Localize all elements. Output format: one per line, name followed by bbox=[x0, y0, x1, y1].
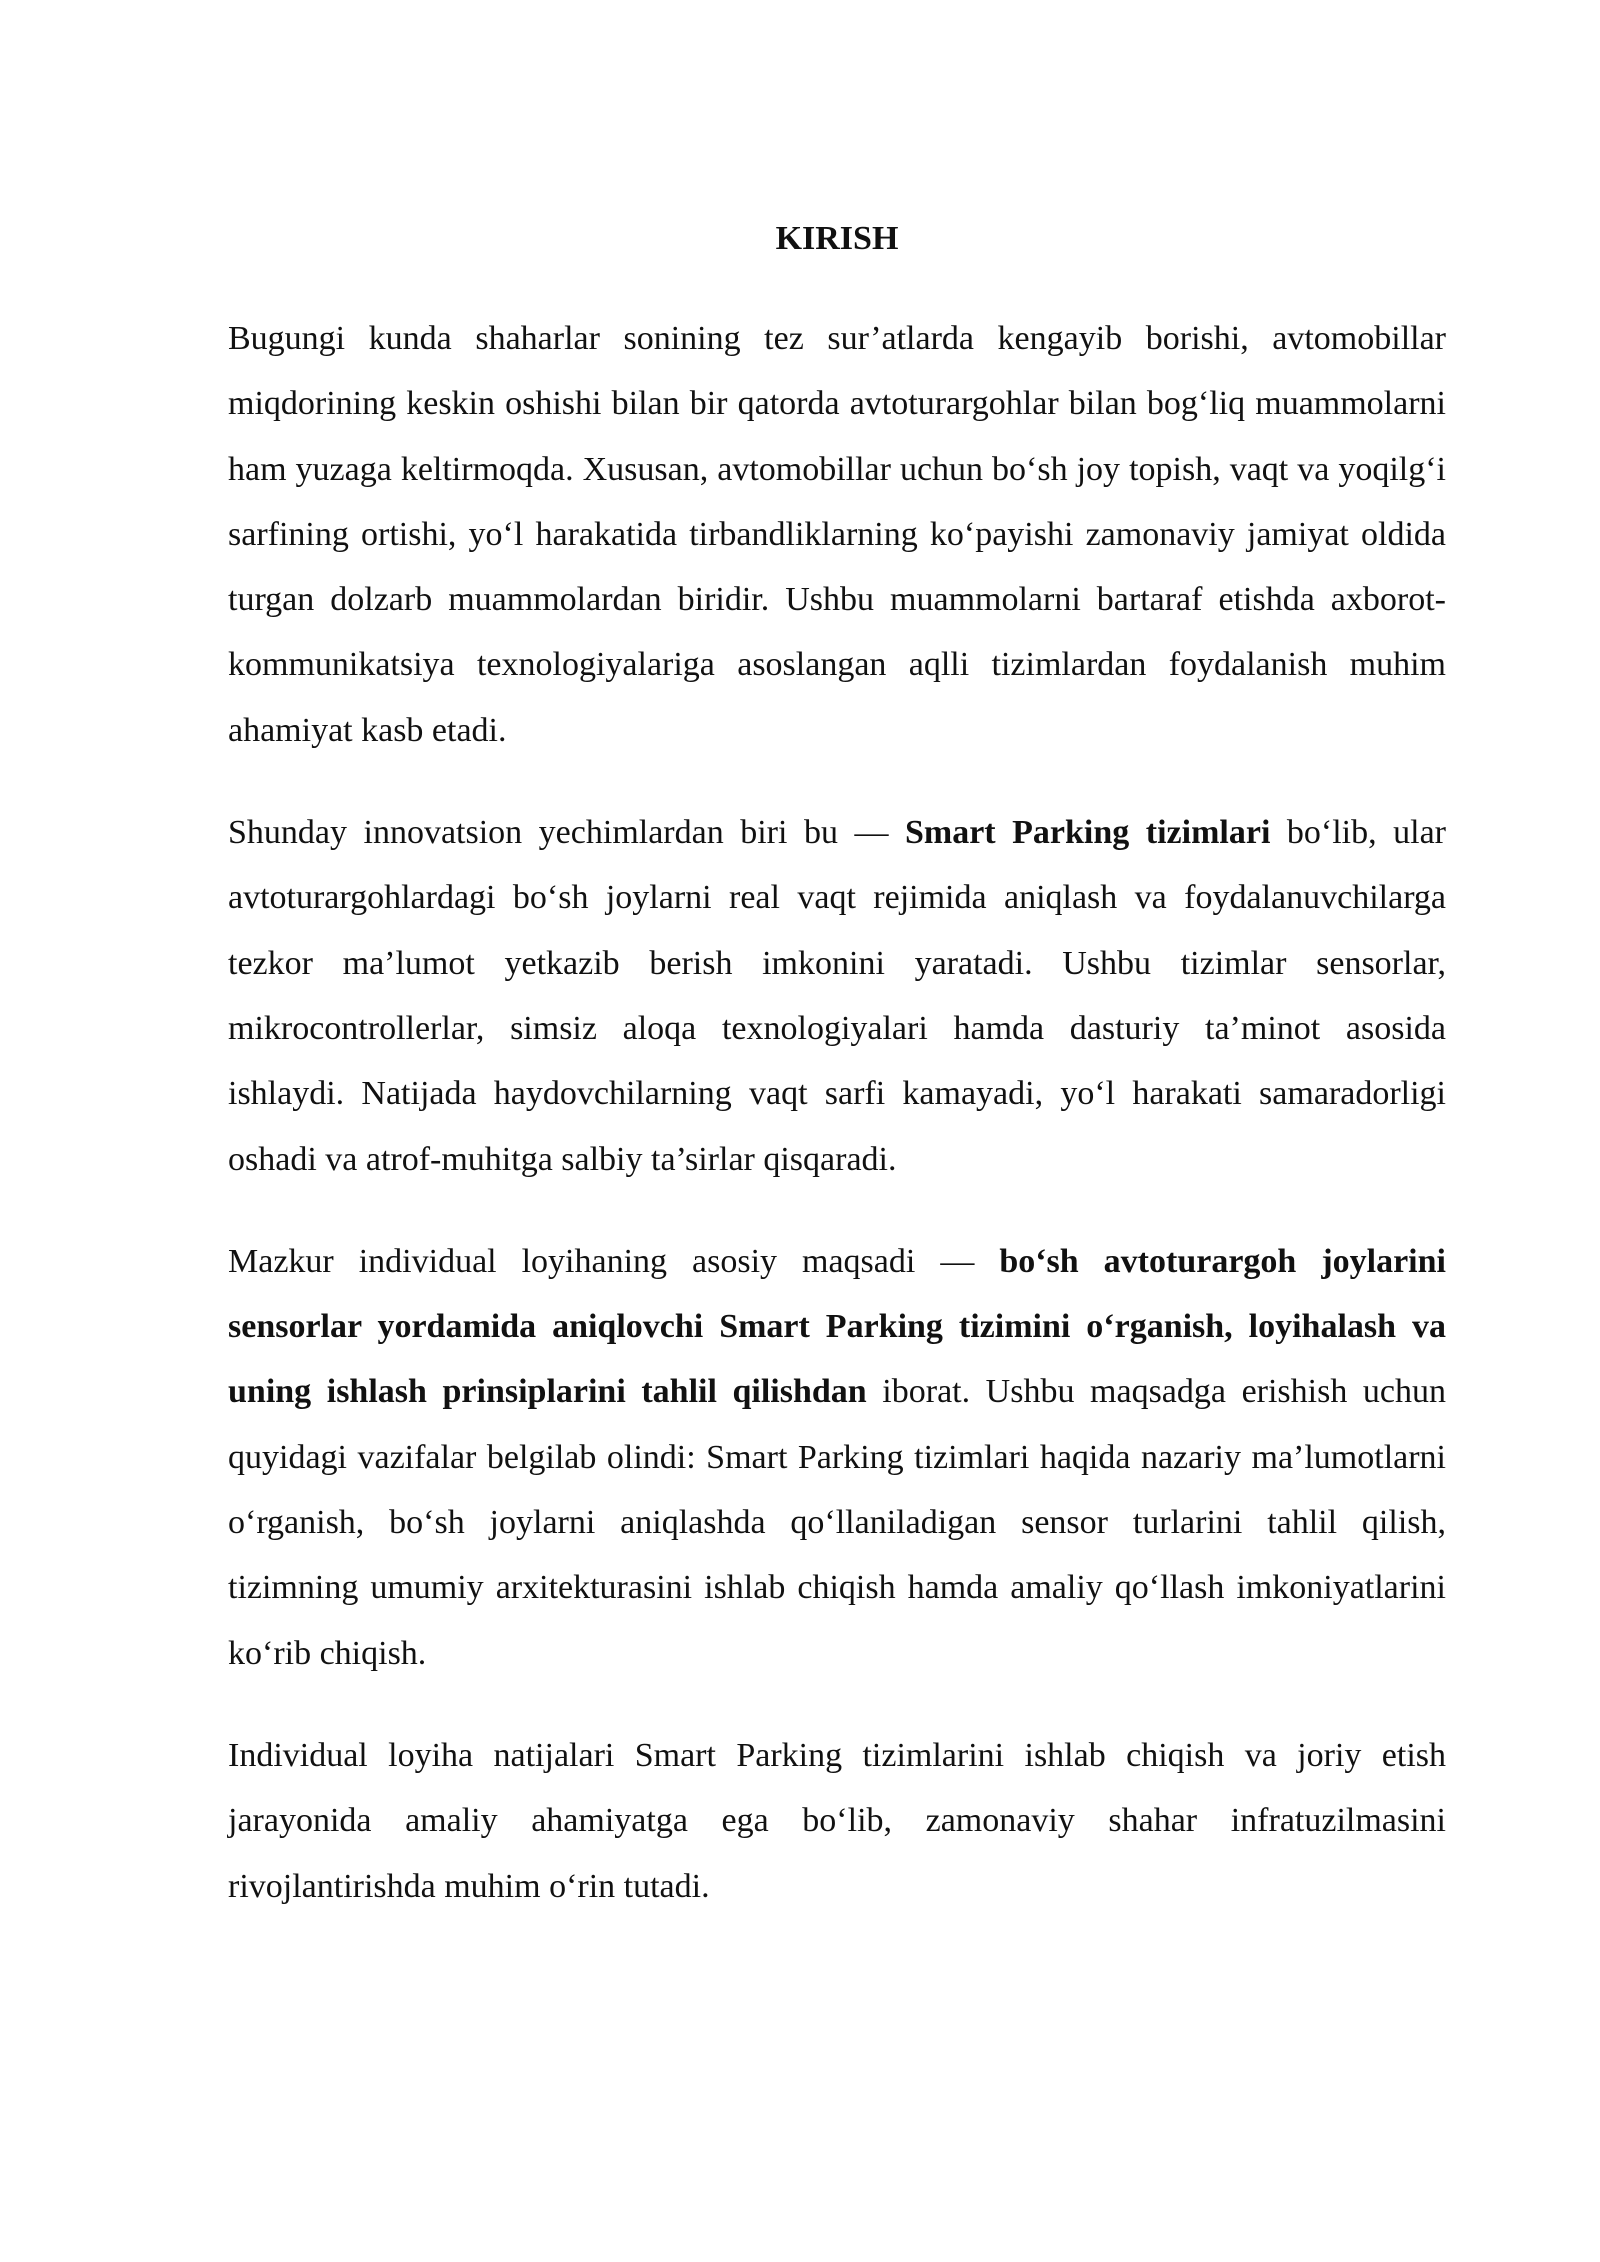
paragraph-text: Mazkur individual loyihaning asosiy maqsadi — bbox=[228, 1242, 1000, 1280]
paragraph-text: Individual loyiha natijalari Smart Parking tizimlarini ishlab chiqish va joriy etish jarayonida amaliy ahamiyatga ega bo‘lib, zamonaviy shahar infratuzilmasini rivojlantirishda muhim o‘rin tutadi. bbox=[228, 1736, 1446, 1905]
paragraph-4 bbox=[228, 1723, 1446, 1919]
paragraph-1 bbox=[228, 306, 1446, 763]
paragraph-text: bo‘lib, ular avtoturargohlardagi bo‘sh joylarni real vaqt rejimida aniqlash va foydalanuvchilarga tezkor ma’lumot yetkazib berish imkonini yaratadi. Ushbu tizimlar sensorlar, mikrocontrollerlar, simsiz aloqa texnologiyalari hamda dasturiy ta’minot asosida ishlaydi. Natijada haydovchilarning vaqt sarfi kamayadi, yo‘l harakati samaradorligi oshadi va atrof-muhitga salbiy ta’sirlar qisqaradi. bbox=[228, 814, 1446, 1178]
bold-term: Smart Parking tizimlari bbox=[904, 814, 1271, 852]
paragraph-3 bbox=[228, 1229, 1446, 1686]
paragraph-text: Bugungi kunda shaharlar sonining tez sur’atlarda kengayib borishi, avtomobillar miqdorining keskin oshishi bilan bir qatorda avtoturargohlar bilan bog‘liq muammolarni ham yuzaga keltirmoqda. Xususan, avtomobillar uchun bo‘sh joy topish, vaqt va yoqilg‘i sarfining ortishi, yo‘l harakatida tirbandliklarning ko‘payishi zamonaviy jamiyat oldida turgan dolzarb muammolardan biridir. Ushbu muammolarni bartaraf etishda axborot-kommunikatsiya texnologiyalariga asoslangan aqlli tizimlardan foydalanish muhim ahamiyat kasb etadi. bbox=[228, 320, 1446, 749]
bold-goal: bo‘sh avtoturargoh joylarini sensorlar yordamida aniqlovchi Smart Parking tizimini o‘rganish, loyihalash va uning ishlash prinsiplarini tahlil qilishdan bbox=[228, 1242, 1446, 1411]
paragraph-text: iborat. Ushbu maqsadga erishish uchun quyidagi vazifalar belgilab olindi: Smart Parking tizimlari haqida nazariy ma’lumotlarni o‘rganish, bo‘sh joylarni aniqlashda qo‘llaniladigan sensor turlarini tahlil qilish, tizimning umumiy arxitekturasini ishlab chiqish hamda amaliy qo‘llash imkoniyatlarini ko‘rib chiqish. bbox=[228, 1373, 1447, 1672]
page-title: KIRISH bbox=[775, 220, 899, 257]
document-page bbox=[228, 212, 1446, 1956]
paragraph-2 bbox=[228, 800, 1446, 1192]
paragraph-text: Shunday innovatsion yechimlardan biri bu — bbox=[228, 814, 905, 852]
